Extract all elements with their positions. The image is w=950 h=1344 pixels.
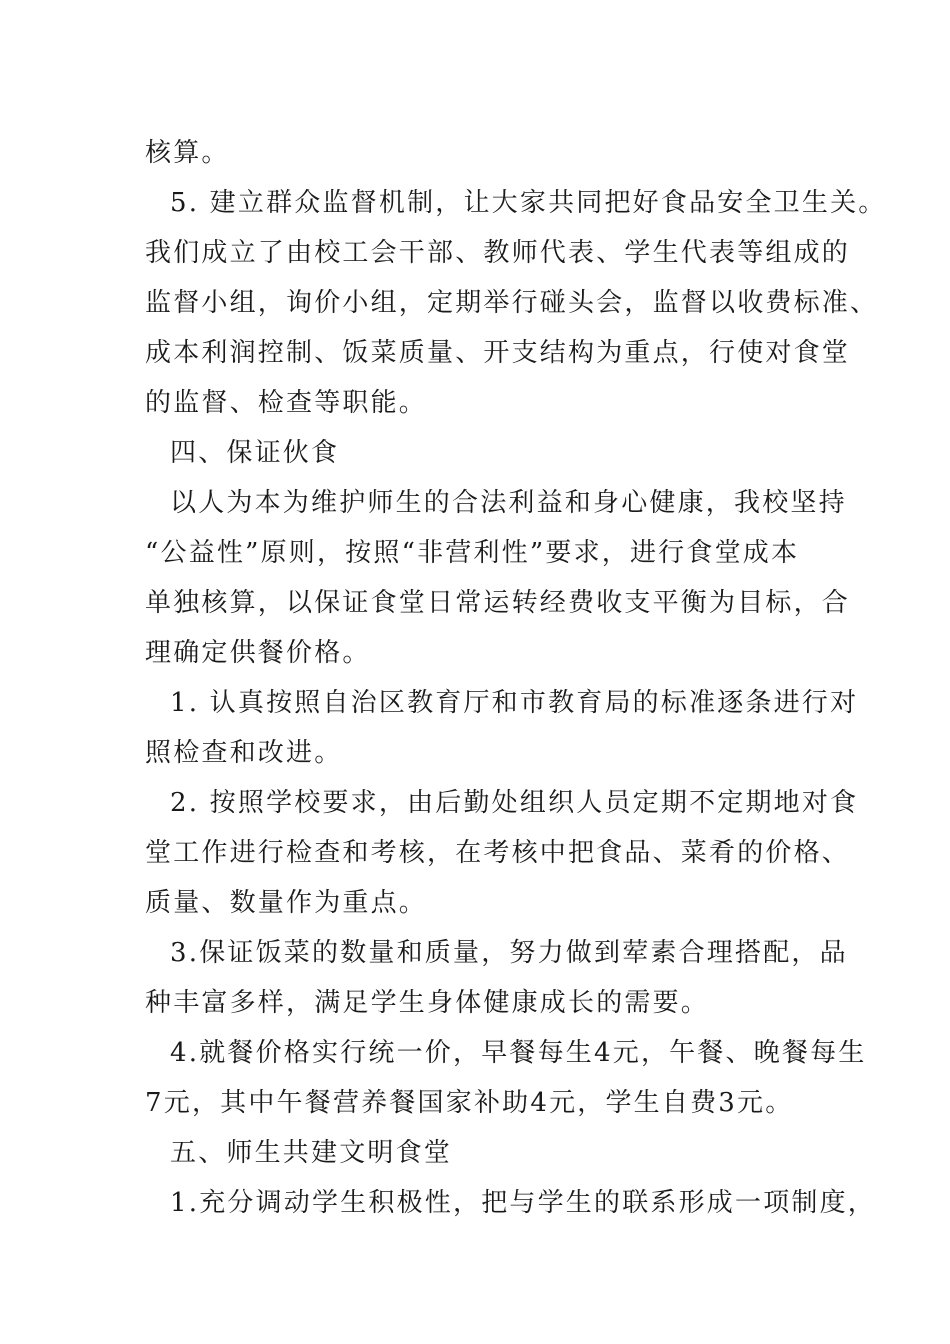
text-line: 4.就餐价格实行统一价，早餐每生4元，午餐、晚餐每生 bbox=[170, 1038, 867, 1068]
text-line: 理确定供餐价格。 bbox=[145, 638, 371, 668]
section-heading: 四、保证伙食 bbox=[170, 438, 340, 468]
text-line: 以人为本为维护师生的合法利益和身心健康，我校坚持 bbox=[170, 488, 847, 518]
text-line: “公益性”原则，按照“非营利性”要求，进行食堂成本 bbox=[145, 538, 800, 568]
text-line: 7元，其中午餐营养餐国家补助4元，学生自费3元。 bbox=[145, 1088, 794, 1118]
text-line: 我们成立了由校工会干部、教师代表、学生代表等组成的 bbox=[145, 238, 851, 268]
section-heading: 五、师生共建文明食堂 bbox=[170, 1138, 453, 1168]
text-line: 照检查和改进。 bbox=[145, 738, 343, 768]
text-line: 1.充分调动学生积极性，把与学生的联系形成一项制度， bbox=[170, 1188, 877, 1218]
text-line: 堂工作进行检查和考核，在考核中把食品、菜肴的价格、 bbox=[145, 838, 851, 868]
text-line: 种丰富多样，满足学生身体健康成长的需要。 bbox=[145, 988, 710, 1018]
text-line: 核算。 bbox=[145, 138, 230, 168]
text-line: 2. 按照学校要求，由后勤处组织人员定期不定期地对食 bbox=[170, 788, 859, 818]
text-line: 的监督、检查等职能。 bbox=[145, 388, 428, 418]
text-line: 质量、数量作为重点。 bbox=[145, 888, 428, 918]
text-line: 3.保证饭菜的数量和质量，努力做到荤素合理搭配，品 bbox=[170, 938, 848, 968]
text-line: 成本利润控制、饭菜质量、开支结构为重点，行使对食堂 bbox=[145, 338, 851, 368]
text-line: 5. 建立群众监督机制，让大家共同把好食品安全卫生关。 bbox=[170, 188, 887, 218]
text-line: 1. 认真按照自治区教育厅和市教育局的标准逐条进行对 bbox=[170, 688, 859, 718]
text-line: 监督小组，询价小组，定期举行碰头会，监督以收费标准、 bbox=[145, 288, 879, 318]
text-line: 单独核算，以保证食堂日常运转经费收支平衡为目标，合 bbox=[145, 588, 851, 618]
